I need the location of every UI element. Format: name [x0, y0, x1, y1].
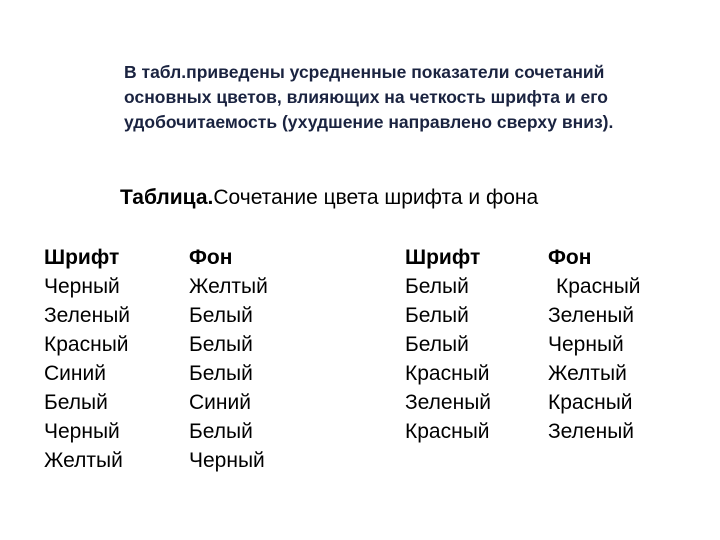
table-cell: Желтый: [189, 275, 268, 298]
intro-line: удобочитаемость (ухудшение направлено сверху вниз).: [124, 112, 614, 132]
table-cell: Белый: [405, 333, 469, 356]
table-cell: Красный: [556, 275, 641, 298]
table-cell: Зеленый: [405, 391, 492, 414]
table-cell: Красный: [548, 391, 633, 414]
table-cell: Красный: [44, 333, 129, 356]
table-cell: Белый: [189, 333, 253, 356]
table-cell: Зеленый: [548, 420, 635, 443]
left-table-background-column: [189, 243, 268, 475]
table-cell: Красный: [405, 420, 490, 443]
table-cell: Синий: [189, 391, 251, 414]
column-header-font: Шрифт: [44, 246, 120, 269]
intro-line: В табл.приведены усредненные показатели сочетаний: [124, 62, 605, 82]
table-cell: Черный: [189, 449, 265, 472]
table-cell: Белый: [189, 362, 253, 385]
table-cell: Желтый: [44, 449, 123, 472]
table-cell: Белый: [405, 304, 469, 327]
table-cell: Белый: [189, 420, 253, 443]
column-header-font: Шрифт: [405, 246, 481, 269]
right-table-background-column: [548, 243, 641, 446]
intro-line: основных цветов, влияющих на четкость шрифта и его: [124, 87, 608, 107]
left-table-font-column: [44, 243, 130, 475]
intro-paragraph: [124, 60, 704, 135]
table-cell: Белый: [44, 391, 108, 414]
table-caption: [120, 186, 538, 210]
column-header-background: Фон: [548, 246, 592, 269]
column-header-background: Фон: [189, 246, 233, 269]
right-table-font-column: [405, 243, 491, 446]
table-cell: Синий: [44, 362, 106, 385]
table-cell: Черный: [44, 420, 120, 443]
table-cell: Зеленый: [44, 304, 131, 327]
table-cell: Черный: [548, 333, 624, 356]
caption-text: Сочетание цвета шрифта и фона: [213, 186, 539, 209]
table-cell: Зеленый: [548, 304, 635, 327]
table-cell: Красный: [405, 362, 490, 385]
caption-label: Таблица.: [120, 186, 214, 209]
table-cell: Белый: [405, 275, 469, 298]
table-cell: Белый: [189, 304, 253, 327]
table-cell: Черный: [44, 275, 120, 298]
table-cell: Желтый: [548, 362, 627, 385]
